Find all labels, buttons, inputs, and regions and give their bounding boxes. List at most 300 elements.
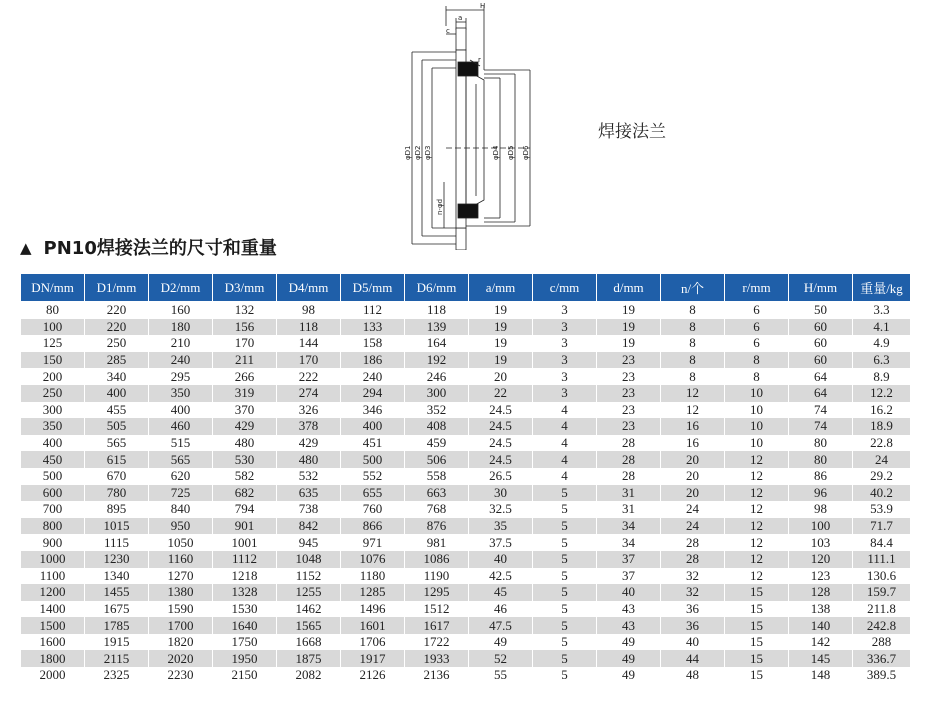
label-D5: φD5 — [507, 145, 515, 160]
table-cell: 170 — [277, 352, 341, 369]
table-cell: 98 — [277, 302, 341, 319]
table-cell: 1086 — [405, 551, 469, 568]
table-cell: 12 — [661, 385, 725, 402]
column-header: n/个 — [661, 274, 725, 302]
table-cell: 40 — [597, 584, 661, 601]
table-cell: 8.9 — [853, 368, 911, 385]
label-c: c — [446, 27, 450, 35]
table-cell: 15 — [725, 650, 789, 667]
table-cell: 12 — [725, 451, 789, 468]
table-cell: 19 — [469, 352, 533, 369]
table-cell: 40 — [469, 551, 533, 568]
table-cell: 19 — [597, 302, 661, 319]
table-cell: 1915 — [85, 634, 149, 651]
table-cell: 1001 — [213, 534, 277, 551]
table-cell: 12 — [725, 518, 789, 535]
table-cell: 4 — [533, 468, 597, 485]
table-cell: 71.7 — [853, 518, 911, 535]
table-cell: 158 — [341, 335, 405, 352]
table-cell: 1800 — [21, 650, 85, 667]
table-cell: 1285 — [341, 584, 405, 601]
table-cell: 20 — [661, 485, 725, 502]
table-cell: 6 — [725, 319, 789, 336]
table-cell: 32 — [661, 584, 725, 601]
table-cell: 64 — [789, 385, 853, 402]
table-cell: 74 — [789, 402, 853, 419]
table-cell: 22 — [469, 385, 533, 402]
table-cell: 30 — [469, 485, 533, 502]
table-cell: 111.1 — [853, 551, 911, 568]
table-cell: 5 — [533, 568, 597, 585]
table-cell: 6.3 — [853, 352, 911, 369]
table-cell: 340 — [85, 368, 149, 385]
table-cell: 274 — [277, 385, 341, 402]
table-cell: 23 — [597, 418, 661, 435]
table-row — [21, 518, 911, 535]
column-header: c/mm — [533, 274, 597, 302]
table-cell: 1152 — [277, 568, 341, 585]
table-cell: 23 — [597, 352, 661, 369]
table-cell: 300 — [21, 402, 85, 419]
table-cell: 40.2 — [853, 485, 911, 502]
table-cell: 220 — [85, 302, 149, 319]
table-cell: 64 — [789, 368, 853, 385]
table-cell: 12 — [725, 534, 789, 551]
table-cell: 36 — [661, 617, 725, 634]
table-cell: 4.1 — [853, 319, 911, 336]
label-D3: φD3 — [424, 145, 432, 160]
table-cell: 2126 — [341, 667, 405, 684]
table-cell: 1270 — [149, 568, 213, 585]
table-cell: 24.5 — [469, 418, 533, 435]
table-cell: 144 — [277, 335, 341, 352]
table-cell: 8 — [661, 352, 725, 369]
table-cell: 1455 — [85, 584, 149, 601]
table-cell: 128 — [789, 584, 853, 601]
table-cell: 459 — [405, 435, 469, 452]
table-cell: 8 — [661, 368, 725, 385]
table-cell: 37 — [597, 551, 661, 568]
table-cell: 15 — [725, 634, 789, 651]
table-cell: 40 — [661, 634, 725, 651]
table-cell: 300 — [405, 385, 469, 402]
table-cell: 1565 — [277, 617, 341, 634]
table-cell: 138 — [789, 601, 853, 618]
table-cell: 200 — [21, 368, 85, 385]
table-cell: 12.2 — [853, 385, 911, 402]
table-cell: 43 — [597, 617, 661, 634]
table-cell: 45 — [469, 584, 533, 601]
table-cell: 118 — [277, 319, 341, 336]
table-cell: 1875 — [277, 650, 341, 667]
table-cell: 6 — [725, 335, 789, 352]
table-row — [21, 418, 911, 435]
table-cell: 1255 — [277, 584, 341, 601]
table-cell: 19 — [469, 319, 533, 336]
table-cell: 4.9 — [853, 335, 911, 352]
table-cell: 16 — [661, 418, 725, 435]
table-cell: 1617 — [405, 617, 469, 634]
table-cell: 5 — [533, 551, 597, 568]
table-cell: 655 — [341, 485, 405, 502]
table-cell: 505 — [85, 418, 149, 435]
table-cell: 1750 — [213, 634, 277, 651]
table-cell: 55 — [469, 667, 533, 684]
table-row — [21, 551, 911, 568]
table-cell: 44 — [661, 650, 725, 667]
table-cell: 46 — [469, 601, 533, 618]
table-cell: 28 — [661, 551, 725, 568]
table-cell: 32.5 — [469, 501, 533, 518]
table-cell: 100 — [789, 518, 853, 535]
column-header: H/mm — [789, 274, 853, 302]
table-cell: 74 — [789, 418, 853, 435]
table-cell: 294 — [341, 385, 405, 402]
table-cell: 378 — [277, 418, 341, 435]
table-cell: 700 — [21, 501, 85, 518]
table-cell: 10 — [725, 402, 789, 419]
column-header: D2/mm — [149, 274, 213, 302]
table-cell: 8 — [661, 319, 725, 336]
table-cell: 400 — [149, 402, 213, 419]
table-cell: 615 — [85, 451, 149, 468]
table-cell: 1496 — [341, 601, 405, 618]
table-cell: 156 — [213, 319, 277, 336]
table-cell: 1100 — [21, 568, 85, 585]
table-cell: 600 — [21, 485, 85, 502]
table-cell: 31 — [597, 501, 661, 518]
table-cell: 1112 — [213, 551, 277, 568]
table-cell: 12 — [725, 501, 789, 518]
table-cell: 139 — [405, 319, 469, 336]
table-cell: 47.5 — [469, 617, 533, 634]
table-row — [21, 485, 911, 502]
table-row — [21, 667, 911, 684]
table-cell: 6 — [725, 302, 789, 319]
table-cell: 49 — [597, 634, 661, 651]
table-cell: 15 — [725, 601, 789, 618]
table-cell: 429 — [277, 435, 341, 452]
table-cell: 620 — [149, 468, 213, 485]
table-cell: 10 — [725, 418, 789, 435]
table-cell: 5 — [533, 584, 597, 601]
table-cell: 2000 — [21, 667, 85, 684]
table-cell: 794 — [213, 501, 277, 518]
table-cell: 780 — [85, 485, 149, 502]
table-row — [21, 601, 911, 618]
table-cell: 60 — [789, 319, 853, 336]
table-cell: 352 — [405, 402, 469, 419]
table-cell: 1050 — [149, 534, 213, 551]
table-cell: 19 — [597, 335, 661, 352]
table-cell: 336.7 — [853, 650, 911, 667]
table-cell: 945 — [277, 534, 341, 551]
column-header: D6/mm — [405, 274, 469, 302]
table-cell: 120 — [789, 551, 853, 568]
table-body — [21, 302, 911, 684]
table-cell: 16.2 — [853, 402, 911, 419]
table-cell: 450 — [21, 451, 85, 468]
table-cell: 1722 — [405, 634, 469, 651]
table-cell: 10 — [725, 435, 789, 452]
table-cell: 50 — [789, 302, 853, 319]
table-cell: 266 — [213, 368, 277, 385]
table-cell: 43 — [597, 601, 661, 618]
table-cell: 5 — [533, 634, 597, 651]
table-cell: 3 — [533, 302, 597, 319]
table-cell: 24.5 — [469, 451, 533, 468]
table-cell: 24.5 — [469, 402, 533, 419]
table-cell: 148 — [789, 667, 853, 684]
table-cell: 118 — [405, 302, 469, 319]
table-cell: 80 — [789, 435, 853, 452]
table-cell: 500 — [21, 468, 85, 485]
table-cell: 8 — [661, 335, 725, 352]
table-cell: 32 — [661, 568, 725, 585]
table-cell: 180 — [149, 319, 213, 336]
table-cell: 840 — [149, 501, 213, 518]
table-cell: 80 — [789, 451, 853, 468]
table-cell: 34 — [597, 534, 661, 551]
product-name: 焊接法兰 — [598, 122, 666, 142]
table-cell: 370 — [213, 402, 277, 419]
table-cell: 96 — [789, 485, 853, 502]
table-cell: 400 — [21, 435, 85, 452]
table-cell: 36 — [661, 601, 725, 618]
table-cell: 84.4 — [853, 534, 911, 551]
table-cell: 842 — [277, 518, 341, 535]
table-cell: 288 — [853, 634, 911, 651]
table-cell: 12 — [725, 568, 789, 585]
table-cell: 23 — [597, 402, 661, 419]
table-cell: 635 — [277, 485, 341, 502]
column-header: r/mm — [725, 274, 789, 302]
table-row — [21, 368, 911, 385]
table-cell: 2020 — [149, 650, 213, 667]
table-cell: 455 — [85, 402, 149, 419]
table-cell: 408 — [405, 418, 469, 435]
table-cell: 663 — [405, 485, 469, 502]
table-cell: 3 — [533, 319, 597, 336]
table-cell: 222 — [277, 368, 341, 385]
table-cell: 49 — [469, 634, 533, 651]
column-header: 重量/kg — [853, 274, 911, 302]
table-cell: 5 — [533, 650, 597, 667]
table-row — [21, 451, 911, 468]
table-cell: 132 — [213, 302, 277, 319]
table-cell: 220 — [85, 319, 149, 336]
table-cell: 42.5 — [469, 568, 533, 585]
table-cell: 86 — [789, 468, 853, 485]
table-cell: 145 — [789, 650, 853, 667]
table-cell: 3 — [533, 385, 597, 402]
table-cell: 2115 — [85, 650, 149, 667]
table-cell: 29.2 — [853, 468, 911, 485]
table-cell: 3 — [533, 335, 597, 352]
table-cell: 211 — [213, 352, 277, 369]
table-cell: 15 — [725, 617, 789, 634]
label-D1: φD1 — [404, 145, 412, 160]
table-cell: 350 — [21, 418, 85, 435]
table-header-row — [21, 274, 911, 302]
table-cell: 285 — [85, 352, 149, 369]
column-header: D4/mm — [277, 274, 341, 302]
table-cell: 24 — [661, 518, 725, 535]
table-cell: 28 — [597, 435, 661, 452]
table-cell: 250 — [85, 335, 149, 352]
table-row — [21, 335, 911, 352]
table-cell: 8 — [661, 302, 725, 319]
table-cell: 480 — [213, 435, 277, 452]
table-cell: 15 — [725, 667, 789, 684]
table-cell: 1230 — [85, 551, 149, 568]
table-row — [21, 501, 911, 518]
table-cell: 346 — [341, 402, 405, 419]
table-cell: 1820 — [149, 634, 213, 651]
table-row — [21, 568, 911, 585]
table-row — [21, 402, 911, 419]
table-cell: 20 — [661, 468, 725, 485]
label-r: r — [478, 56, 481, 64]
table-cell: 565 — [149, 451, 213, 468]
table-cell: 52 — [469, 650, 533, 667]
table-cell: 26.5 — [469, 468, 533, 485]
table-cell: 24 — [853, 451, 911, 468]
table-cell: 28 — [661, 534, 725, 551]
table-cell: 211.8 — [853, 601, 911, 618]
table-cell: 5 — [533, 534, 597, 551]
table-cell: 1512 — [405, 601, 469, 618]
table-cell: 400 — [341, 418, 405, 435]
table-cell: 1400 — [21, 601, 85, 618]
table-cell: 186 — [341, 352, 405, 369]
table-cell: 192 — [405, 352, 469, 369]
column-header: D3/mm — [213, 274, 277, 302]
table-cell: 53.9 — [853, 501, 911, 518]
table-cell: 1590 — [149, 601, 213, 618]
table-row — [21, 468, 911, 485]
table-cell: 971 — [341, 534, 405, 551]
table-cell: 3.3 — [853, 302, 911, 319]
table-cell: 4 — [533, 435, 597, 452]
table-cell: 8 — [725, 368, 789, 385]
table-cell: 60 — [789, 335, 853, 352]
table-row — [21, 634, 911, 651]
table-cell: 5 — [533, 617, 597, 634]
table-cell: 98 — [789, 501, 853, 518]
table-cell: 1530 — [213, 601, 277, 618]
table-cell: 760 — [341, 501, 405, 518]
table-cell: 1076 — [341, 551, 405, 568]
table-cell: 49 — [597, 667, 661, 684]
flange-drawing — [395, 2, 555, 250]
label-H: H — [480, 2, 486, 10]
table-cell: 246 — [405, 368, 469, 385]
table-cell: 112 — [341, 302, 405, 319]
table-cell: 5 — [533, 667, 597, 684]
table-cell: 240 — [149, 352, 213, 369]
table-row — [21, 385, 911, 402]
table-cell: 31 — [597, 485, 661, 502]
table-cell: 160 — [149, 302, 213, 319]
table-cell: 389.5 — [853, 667, 911, 684]
table-cell: 5 — [533, 501, 597, 518]
table-cell: 400 — [85, 385, 149, 402]
table-cell: 140 — [789, 617, 853, 634]
table-cell: 142 — [789, 634, 853, 651]
table-cell: 2136 — [405, 667, 469, 684]
table-cell: 24.5 — [469, 435, 533, 452]
table-cell: 5 — [533, 518, 597, 535]
table-row — [21, 584, 911, 601]
column-header: D5/mm — [341, 274, 405, 302]
table-cell: 738 — [277, 501, 341, 518]
table-cell: 16 — [661, 435, 725, 452]
table-cell: 1933 — [405, 650, 469, 667]
table-cell: 1340 — [85, 568, 149, 585]
table-cell: 159.7 — [853, 584, 911, 601]
table-cell: 19 — [469, 335, 533, 352]
table-cell: 10 — [725, 385, 789, 402]
table-cell: 1015 — [85, 518, 149, 535]
table-cell: 2325 — [85, 667, 149, 684]
table-cell: 1600 — [21, 634, 85, 651]
table-cell: 150 — [21, 352, 85, 369]
table-cell: 1462 — [277, 601, 341, 618]
table-cell: 1950 — [213, 650, 277, 667]
table-cell: 1295 — [405, 584, 469, 601]
table-cell: 3 — [533, 352, 597, 369]
table-cell: 1000 — [21, 551, 85, 568]
table-cell: 515 — [149, 435, 213, 452]
table-cell: 8 — [725, 352, 789, 369]
table-cell: 1218 — [213, 568, 277, 585]
table-cell: 19 — [469, 302, 533, 319]
table-cell: 22.8 — [853, 435, 911, 452]
table-cell: 125 — [21, 335, 85, 352]
table-cell: 28 — [597, 451, 661, 468]
table-cell: 4 — [533, 451, 597, 468]
label-D6: φD6 — [522, 145, 530, 160]
table-cell: 350 — [149, 385, 213, 402]
table-cell: 23 — [597, 368, 661, 385]
table-cell: 130.6 — [853, 568, 911, 585]
table-cell: 1190 — [405, 568, 469, 585]
table-cell: 12 — [661, 402, 725, 419]
table-cell: 49 — [597, 650, 661, 667]
label-D4: φD4 — [492, 145, 500, 160]
table-cell: 530 — [213, 451, 277, 468]
table-cell: 123 — [789, 568, 853, 585]
table-cell: 725 — [149, 485, 213, 502]
table-cell: 35 — [469, 518, 533, 535]
table-cell: 170 — [213, 335, 277, 352]
table-row — [21, 435, 911, 452]
column-header: D1/mm — [85, 274, 149, 302]
table-cell: 901 — [213, 518, 277, 535]
table-cell: 895 — [85, 501, 149, 518]
table-cell: 48 — [661, 667, 725, 684]
table-cell: 1668 — [277, 634, 341, 651]
table-cell: 2150 — [213, 667, 277, 684]
triangle-icon: ▲ — [20, 239, 32, 257]
table-cell: 429 — [213, 418, 277, 435]
table-cell: 4 — [533, 402, 597, 419]
table-cell: 319 — [213, 385, 277, 402]
table-cell: 900 — [21, 534, 85, 551]
section-title — [20, 234, 277, 260]
table-cell: 295 — [149, 368, 213, 385]
